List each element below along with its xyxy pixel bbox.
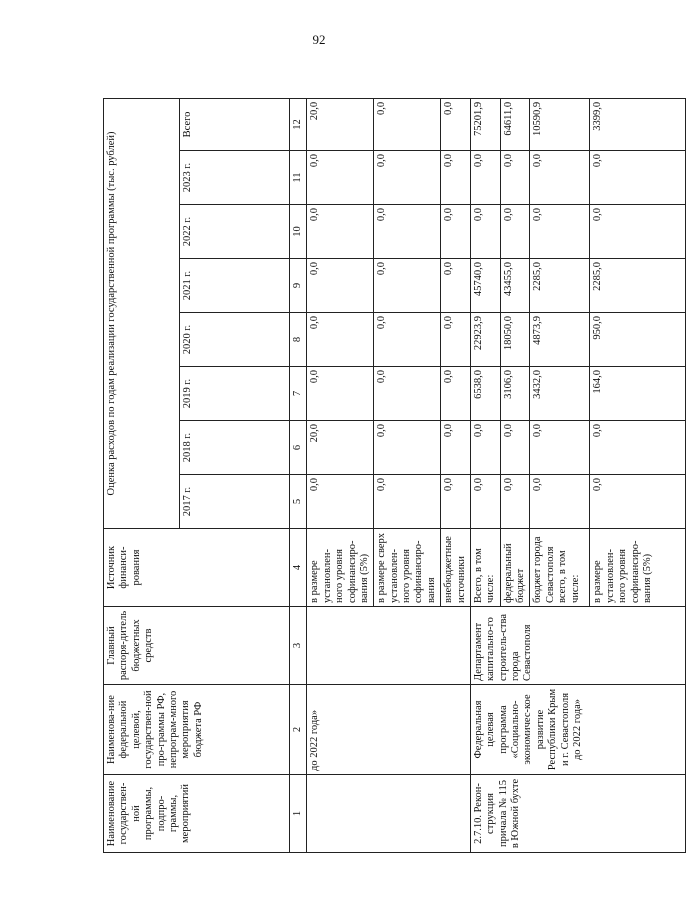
- funding-source-cell: федеральный бюджет: [500, 529, 530, 607]
- total-cell: 64611,0: [500, 98, 530, 150]
- index-cell: 3: [290, 607, 307, 685]
- value-cell: 0,0: [441, 475, 471, 529]
- value-cell: 0,0: [441, 205, 471, 259]
- value-cell: 2285,0: [590, 259, 686, 313]
- funding-source-cell: в размере установлен-ного уровня софинансиро-вания (5%): [590, 529, 686, 607]
- value-cell: 0,0: [307, 313, 374, 367]
- value-cell: 0,0: [441, 151, 471, 205]
- funding-source-cell: в размере сверх установлен-ного уровня софинансиро-вания: [374, 529, 441, 607]
- header-col4: Источник финанси-рования: [104, 529, 290, 607]
- value-cell: 4873,9: [530, 313, 590, 367]
- value-cell: 0,0: [307, 259, 374, 313]
- header-year-2018: 2018 г.: [180, 421, 290, 475]
- total-cell: 0,0: [374, 98, 441, 150]
- value-cell: 2285,0: [530, 259, 590, 313]
- index-row: [290, 98, 307, 852]
- index-cell: 4: [290, 529, 307, 607]
- funding-source-cell: внебюджетные источники: [441, 529, 471, 607]
- value-cell: 0,0: [470, 475, 500, 529]
- header-row-1: [104, 98, 180, 852]
- index-cell: 2: [290, 685, 307, 775]
- header-col1: Наименование государствен-ной программы, подпро-граммы, мероприятий: [104, 775, 290, 853]
- value-cell: 0,0: [530, 151, 590, 205]
- value-cell: 0,0: [500, 205, 530, 259]
- value-cell: 0,0: [374, 421, 441, 475]
- index-cell: 8: [290, 313, 307, 367]
- value-cell: 0,0: [590, 151, 686, 205]
- value-cell: 45740,0: [470, 259, 500, 313]
- value-cell: 0,0: [374, 205, 441, 259]
- value-cell: 0,0: [374, 313, 441, 367]
- total-cell: 0,0: [441, 98, 471, 150]
- index-cell: 9: [290, 259, 307, 313]
- budget-manager-cell: Департамент капитально-го строитель-ства города Севастополя: [470, 607, 686, 685]
- value-cell: 0,0: [530, 205, 590, 259]
- total-cell: 3399,0: [590, 98, 686, 150]
- value-cell: 43455,0: [500, 259, 530, 313]
- budget-table: [103, 98, 686, 853]
- value-cell: 0,0: [470, 151, 500, 205]
- total-cell: 20,0: [307, 98, 374, 150]
- value-cell: 22923,9: [470, 313, 500, 367]
- index-cell: 11: [290, 151, 307, 205]
- page-number: 92: [312, 32, 326, 47]
- funding-source-cell: Всего, в том числе:: [470, 529, 500, 607]
- header-year-2023: 2023 г.: [180, 151, 290, 205]
- program-name-cell: [307, 775, 471, 853]
- funding-source-cell: в размере установлен-ного уровня софинансиро-вания (5%): [307, 529, 374, 607]
- value-cell: 0,0: [441, 421, 471, 475]
- value-cell: 0,0: [470, 205, 500, 259]
- index-cell: 1: [290, 775, 307, 853]
- value-cell: 0,0: [530, 475, 590, 529]
- header-group: Оценка расходов по годам реализации государственной программы (тыс. рублей): [104, 98, 180, 528]
- table-row: [470, 98, 500, 852]
- table-row: [307, 98, 374, 852]
- index-cell: 5: [290, 475, 307, 529]
- total-cell: 75201,9: [470, 98, 500, 150]
- value-cell: 3432,0: [530, 367, 590, 421]
- value-cell: 0,0: [500, 151, 530, 205]
- value-cell: 0,0: [374, 151, 441, 205]
- value-cell: 6538,0: [470, 367, 500, 421]
- funding-source-cell: бюджет города Севастополя всего, в том числе:: [530, 529, 590, 607]
- header-year-2019: 2019 г.: [180, 367, 290, 421]
- value-cell: 18050,0: [500, 313, 530, 367]
- index-cell: 12: [290, 98, 307, 150]
- header-year-2020: 2020 г.: [180, 313, 290, 367]
- program-name-cell: 2.7.10. Рекон-струкция причала № 115 в Южной бухте: [470, 775, 686, 853]
- value-cell: 3106,0: [500, 367, 530, 421]
- value-cell: 0,0: [530, 421, 590, 475]
- value-cell: 164,0: [590, 367, 686, 421]
- index-cell: 6: [290, 421, 307, 475]
- header-year-2017: 2017 г.: [180, 475, 290, 529]
- value-cell: 0,0: [590, 205, 686, 259]
- value-cell: 0,0: [374, 259, 441, 313]
- index-cell: 7: [290, 367, 307, 421]
- value-cell: 950,0: [590, 313, 686, 367]
- value-cell: 0,0: [307, 205, 374, 259]
- value-cell: 20,0: [307, 421, 374, 475]
- header-col3: Главный распоря-дитель бюджетных средств: [104, 607, 290, 685]
- header-year-2021: 2021 г.: [180, 259, 290, 313]
- total-cell: 10590,9: [530, 98, 590, 150]
- header-year-2022: 2022 г.: [180, 205, 290, 259]
- value-cell: 0,0: [470, 421, 500, 475]
- federal-program-cell: до 2022 года»: [307, 685, 471, 775]
- value-cell: 0,0: [441, 313, 471, 367]
- federal-program-cell: Федеральная целевая программа «Социально-экономичес-кое развитие Республики Крым и г. Севастополя до 2022 года»: [470, 685, 686, 775]
- value-cell: 0,0: [590, 421, 686, 475]
- value-cell: 0,0: [500, 421, 530, 475]
- value-cell: 0,0: [441, 367, 471, 421]
- header-total: Всего: [180, 98, 290, 150]
- value-cell: 0,0: [307, 367, 374, 421]
- budget-manager-cell: [307, 607, 471, 685]
- value-cell: 0,0: [374, 367, 441, 421]
- rotated-table-container: [103, 99, 653, 853]
- value-cell: 0,0: [307, 151, 374, 205]
- value-cell: 0,0: [441, 259, 471, 313]
- value-cell: 0,0: [307, 475, 374, 529]
- value-cell: 0,0: [500, 475, 530, 529]
- value-cell: 0,0: [374, 475, 441, 529]
- header-col2: Наименова-ние федеральной целевой, государствен-ной про-граммы РФ, непрограм-много мероприятия бюджета РФ: [104, 685, 290, 775]
- value-cell: 0,0: [590, 475, 686, 529]
- index-cell: 10: [290, 205, 307, 259]
